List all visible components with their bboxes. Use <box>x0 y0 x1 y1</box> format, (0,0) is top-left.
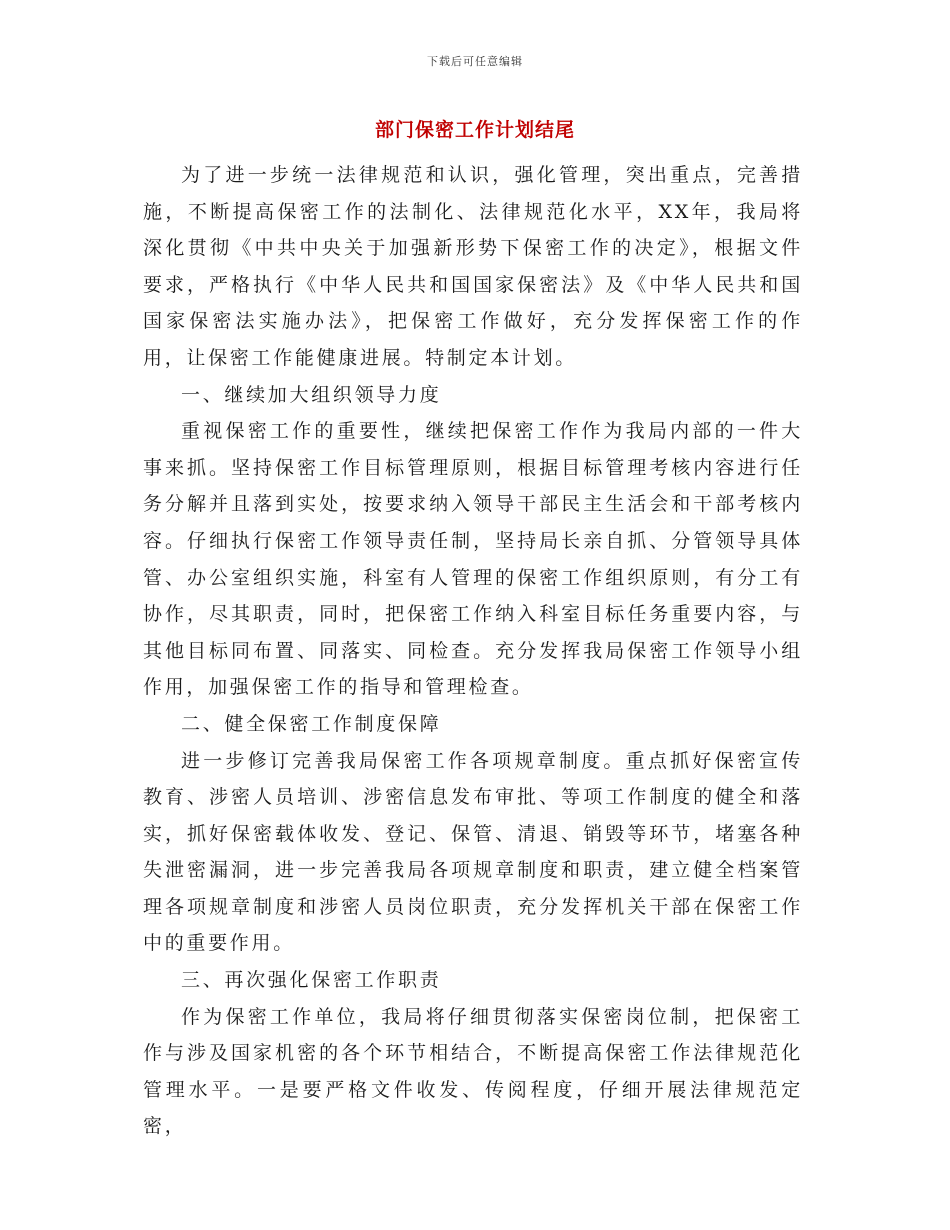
document-title: 部门保密工作计划结尾 <box>374 119 575 141</box>
paragraph-section-1: 重视保密工作的重要性，继续把保密工作作为我局内部的一件大事来抓。坚持保密工作目标管理原则，根据目标管理考核内容进行任务分解并且落到实处，按要求纳入领导干部民主生活会和干部考核内容。仔细执行保密工作领导责任制，坚持局长亲自抓、分管领导具体管、办公室组织实施，科室有人管理的保密工作组织原则，有分工有协作，尽其职责，同时，把保密工作纳入科室目标任务重要内容，与其他目标同布置、同落实、同检查。充分发挥我局保密工作领导小组作用，加强保密工作的指导和管理检查。 <box>143 420 803 699</box>
paragraph-section-2: 进一步修订完善我局保密工作各项规章制度。重点抓好保密宣传教育、涉密人员培训、涉密信息发布审批、等项工作制度的健全和落实，抓好保密载体收发、登记、保管、清退、销毁等环节，堵塞各种失泄密漏洞，进一步完善我局各项规章制度和职责，建立健全档案管理各项规章制度和涉密人员岗位职责，充分发挥机关干部在保密工作中的重要作用。 <box>143 749 803 955</box>
section-heading-3: 三、再次强化保密工作职责 <box>181 969 442 992</box>
section-heading-1: 一、继续加大组织领导力度 <box>181 383 442 406</box>
header-note: 下载后可任意编辑 <box>427 55 523 68</box>
document-body <box>143 157 803 1145</box>
paragraph-intro: 为了进一步统一法律规范和认识，强化管理，突出重点，完善措施，不断提高保密工作的法制化、法律规范化水平，XX年，我局将深化贯彻《中共中央关于加强新形势下保密工作的决定》，根据文件要求，严格执行《中华人民共和国国家保密法》及《中华人民共和国国家保密法实施办法》，把保密工作做好，充分发挥保密工作的作用，让保密工作能健康进展。特制定本计划。 <box>143 164 803 369</box>
paragraph-section-3: 作为保密工作单位，我局将仔细贯彻落实保密岗位制，把保密工作与涉及国家机密的各个环节相结合，不断提高保密工作法律规范化管理水平。一是要严格文件收发、传阅程度，仔细开展法律规范定密， <box>143 1005 803 1138</box>
section-heading-2: 二、健全保密工作制度保障 <box>181 712 442 735</box>
